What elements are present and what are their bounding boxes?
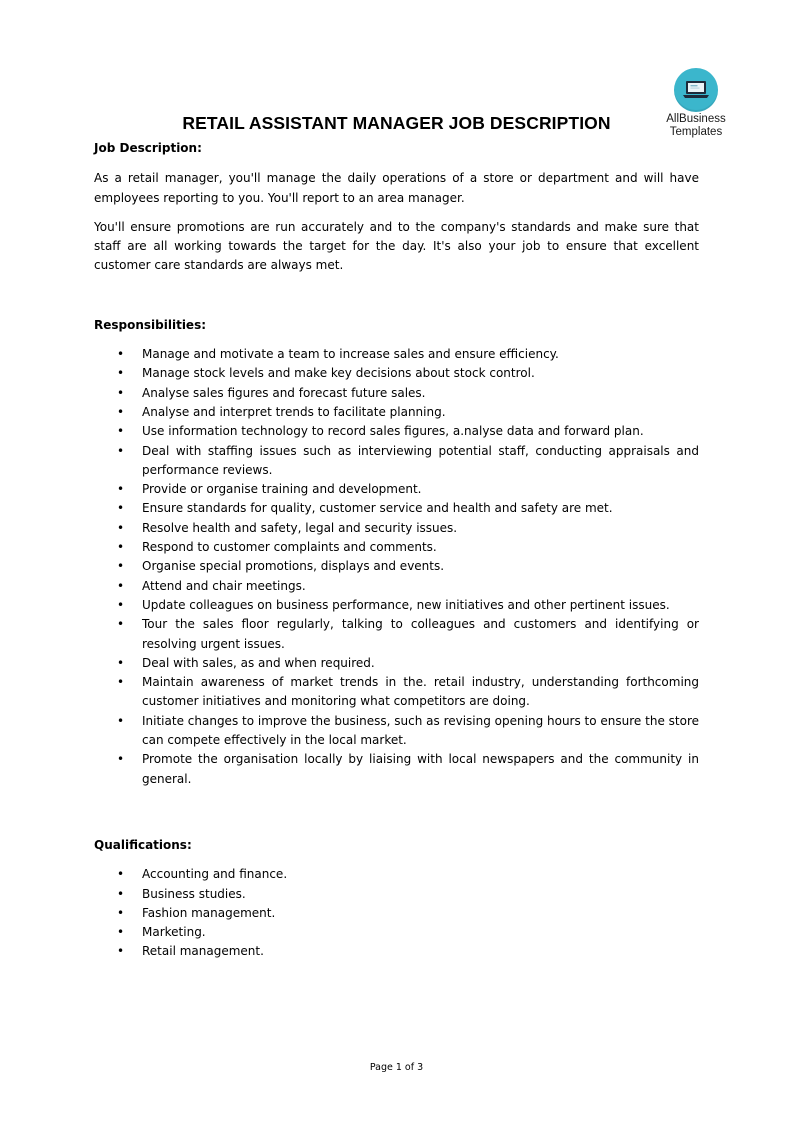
- bullet-icon: •: [117, 404, 125, 419]
- list-item: [94, 384, 699, 403]
- bullet-icon: •: [117, 578, 125, 593]
- list-item: [94, 865, 699, 884]
- list-item-text: Attend and chair meetings.: [142, 578, 306, 593]
- list-item-text: Marketing.: [142, 925, 206, 940]
- list-item-text: Deal with sales, as and when required.: [142, 655, 375, 670]
- list-item-text: Promote the organisation locally by liaising with local newspapers and the community in general.: [142, 752, 699, 786]
- list-item: [94, 499, 699, 518]
- list-item: [94, 345, 699, 364]
- list-item-text: Resolve health and safety, legal and security issues.: [142, 520, 458, 535]
- bullet-icon: •: [117, 501, 125, 516]
- bullet-icon: •: [117, 385, 125, 400]
- bullet-icon: •: [117, 905, 125, 920]
- list-item: [94, 885, 699, 904]
- list-item: [94, 403, 699, 422]
- list-item-text: Business studies.: [142, 886, 246, 901]
- list-item-text: Tour the sales floor regularly, talking to colleagues and customers and identifying or resolving urgent issues.: [142, 617, 699, 651]
- bullet-icon: •: [117, 713, 125, 728]
- bullet-icon: •: [117, 347, 125, 362]
- list-item-text: Manage stock levels and make key decisions about stock control.: [142, 366, 535, 381]
- bullet-icon: •: [117, 443, 125, 458]
- list-item-text: Provide or organise training and development.: [142, 482, 422, 497]
- list-item-text: Manage and motivate a team to increase sales and ensure efficiency.: [142, 347, 559, 362]
- bullet-icon: •: [117, 559, 125, 574]
- bullet-icon: •: [117, 597, 125, 612]
- bullet-icon: •: [117, 520, 125, 535]
- list-item: [94, 596, 699, 615]
- bullet-icon: •: [117, 867, 125, 882]
- list-item-text: Use information technology to record sales figures, a.nalyse data and forward plan.: [142, 424, 644, 439]
- list-item: [94, 673, 699, 712]
- list-item-text: Fashion management.: [142, 905, 276, 920]
- job-description-paragraph: You'll ensure promotions are run accurately and to the company's standards and make sure that staff are all working towards the target for the day. It's also your job to ensure that excellent customer care standards are always met.: [94, 219, 699, 273]
- list-item: [94, 442, 699, 481]
- bullet-icon: •: [117, 886, 125, 901]
- bullet-icon: •: [117, 752, 125, 767]
- qualifications-list: [94, 865, 699, 961]
- responsibilities-heading: Responsibilities:: [94, 317, 207, 332]
- list-item-text: Analyse and interpret trends to facilitate planning.: [142, 404, 446, 419]
- list-item-text: Organise special promotions, displays and events.: [142, 559, 445, 574]
- bullet-icon: •: [117, 655, 125, 670]
- document-body: [94, 139, 699, 962]
- list-item-text: Analyse sales figures and forecast future sales.: [142, 385, 426, 400]
- list-item-text: Ensure standards for quality, customer service and health and safety are met.: [142, 501, 613, 516]
- list-item: [94, 480, 699, 499]
- bullet-icon: •: [117, 617, 125, 632]
- qualifications-heading: Qualifications:: [94, 837, 192, 852]
- list-item: [94, 615, 699, 654]
- logo-line-2: Templates: [669, 126, 723, 138]
- list-item-text: Accounting and finance.: [142, 867, 288, 882]
- list-item-text: Deal with staffing issues such as interviewing potential staff, conducting appraisals and performance reviews.: [142, 443, 699, 477]
- bullet-icon: •: [117, 366, 125, 381]
- list-item-text: Update colleagues on business performance, new initiatives and other pertinent issues.: [142, 597, 670, 612]
- list-item: [94, 557, 699, 576]
- list-item: [94, 364, 699, 383]
- responsibilities-list: [94, 345, 699, 789]
- bullet-icon: •: [117, 540, 125, 555]
- list-item: [94, 712, 699, 751]
- list-item: [94, 923, 699, 942]
- job-description-paragraph: As a retail manager, you'll manage the daily operations of a store or department and will have employees reporting to you. You'll report to an area manager.: [94, 171, 699, 205]
- list-item: [94, 654, 699, 673]
- list-item: [94, 519, 699, 538]
- list-item-text: Retail management.: [142, 944, 264, 959]
- bullet-icon: •: [117, 944, 125, 959]
- list-item: [94, 577, 699, 596]
- job-description-heading: Job Description:: [94, 141, 202, 155]
- list-item: [94, 750, 699, 789]
- list-item-text: Initiate changes to improve the business, such as revising opening hours to ensure the store can compete effectively in the local market.: [142, 713, 699, 748]
- list-item-text: Respond to customer complaints and comments.: [142, 540, 437, 555]
- bullet-icon: •: [117, 675, 125, 690]
- list-item-text: Maintain awareness of market trends in the. retail industry, understanding forthcoming customer initiatives and monitoring what competitors are doing.: [142, 675, 699, 709]
- laptop-icon: [674, 68, 718, 112]
- list-item: [94, 904, 699, 923]
- list-item: [94, 942, 699, 961]
- bullet-icon: •: [117, 925, 125, 940]
- bullet-icon: •: [117, 482, 125, 497]
- logo-line-1: AllBusiness: [666, 113, 726, 125]
- list-item: [94, 422, 699, 441]
- page-footer: Page 1 of 3: [369, 1062, 424, 1073]
- document-title: RETAIL ASSISTANT MANAGER JOB DESCRIPTION: [182, 113, 611, 133]
- bullet-icon: •: [117, 424, 125, 439]
- list-item: [94, 538, 699, 557]
